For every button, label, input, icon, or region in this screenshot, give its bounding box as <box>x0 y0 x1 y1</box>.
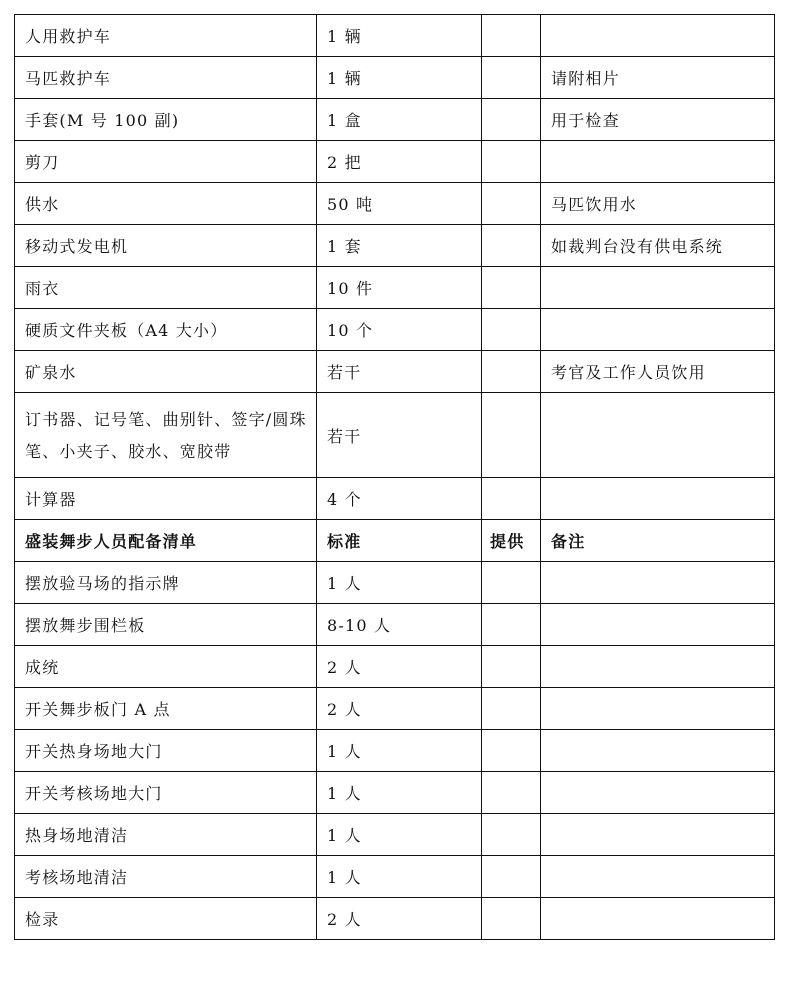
standard-cell: 1 人 <box>317 772 482 814</box>
standard-cell: 50 吨 <box>317 183 482 225</box>
provide-cell <box>482 393 541 478</box>
table-row <box>15 351 775 393</box>
note-cell <box>541 898 775 940</box>
item-cell: 热身场地清洁 <box>15 814 317 856</box>
provide-cell <box>482 99 541 141</box>
provide-cell <box>482 772 541 814</box>
item-cell: 成统 <box>15 646 317 688</box>
table-row <box>15 562 775 604</box>
provide-cell <box>482 898 541 940</box>
item-cell: 考核场地清洁 <box>15 856 317 898</box>
note-header: 备注 <box>541 520 775 562</box>
standard-cell: 1 套 <box>317 225 482 267</box>
standard-cell: 若干 <box>317 393 482 478</box>
item-cell: 人用救护车 <box>15 15 317 57</box>
standard-cell: 1 盒 <box>317 99 482 141</box>
note-cell <box>541 688 775 730</box>
provide-cell <box>482 478 541 520</box>
item-cell: 马匹救护车 <box>15 57 317 99</box>
provide-cell <box>482 604 541 646</box>
standard-cell: 10 件 <box>317 267 482 309</box>
table-row <box>15 15 775 57</box>
provide-cell <box>482 267 541 309</box>
item-cell: 供水 <box>15 183 317 225</box>
note-cell: 用于检查 <box>541 99 775 141</box>
note-cell: 如裁判台没有供电系统 <box>541 225 775 267</box>
note-cell <box>541 267 775 309</box>
provide-cell <box>482 562 541 604</box>
item-cell: 矿泉水 <box>15 351 317 393</box>
table-row <box>15 141 775 183</box>
table-row <box>15 898 775 940</box>
provide-cell <box>482 730 541 772</box>
note-cell <box>541 730 775 772</box>
item-cell: 摆放舞步围栏板 <box>15 604 317 646</box>
provide-cell <box>482 646 541 688</box>
provide-cell <box>482 856 541 898</box>
standard-cell: 4 个 <box>317 478 482 520</box>
standard-cell: 2 人 <box>317 688 482 730</box>
note-cell <box>541 646 775 688</box>
provide-cell <box>482 141 541 183</box>
note-cell <box>541 393 775 478</box>
standard-cell: 2 把 <box>317 141 482 183</box>
standard-cell: 8-10 人 <box>317 604 482 646</box>
provide-cell <box>482 57 541 99</box>
table-row <box>15 99 775 141</box>
item-cell: 开关考核场地大门 <box>15 772 317 814</box>
table-row <box>15 814 775 856</box>
standard-cell: 2 人 <box>317 646 482 688</box>
note-cell: 考官及工作人员饮用 <box>541 351 775 393</box>
table-row <box>15 772 775 814</box>
provide-cell <box>482 814 541 856</box>
table-row <box>15 604 775 646</box>
table-row <box>15 856 775 898</box>
section-header-row <box>15 520 775 562</box>
standard-cell: 1 人 <box>317 562 482 604</box>
standard-cell: 1 人 <box>317 814 482 856</box>
standard-cell: 2 人 <box>317 898 482 940</box>
note-cell <box>541 772 775 814</box>
note-cell <box>541 478 775 520</box>
item-cell: 计算器 <box>15 478 317 520</box>
item-cell: 摆放验马场的指示牌 <box>15 562 317 604</box>
standard-cell: 1 辆 <box>317 57 482 99</box>
table-row <box>15 183 775 225</box>
standard-header: 标准 <box>317 520 482 562</box>
note-cell: 马匹饮用水 <box>541 183 775 225</box>
provide-header: 提供 <box>482 520 541 562</box>
note-cell: 请附相片 <box>541 57 775 99</box>
table-row <box>15 57 775 99</box>
note-cell <box>541 141 775 183</box>
standard-cell: 1 人 <box>317 856 482 898</box>
table-row <box>15 309 775 351</box>
item-cell: 开关舞步板门 A 点 <box>15 688 317 730</box>
note-cell <box>541 814 775 856</box>
standard-cell: 1 辆 <box>317 15 482 57</box>
item-cell: 检录 <box>15 898 317 940</box>
provide-cell <box>482 225 541 267</box>
item-cell: 开关热身场地大门 <box>15 730 317 772</box>
item-cell: 移动式发电机 <box>15 225 317 267</box>
standard-cell: 10 个 <box>317 309 482 351</box>
note-cell <box>541 309 775 351</box>
table-row <box>15 646 775 688</box>
table-row <box>15 267 775 309</box>
standard-cell: 1 人 <box>317 730 482 772</box>
provide-cell <box>482 15 541 57</box>
provide-cell <box>482 183 541 225</box>
item-cell: 硬质文件夹板（A4 大小） <box>15 309 317 351</box>
item-cell: 剪刀 <box>15 141 317 183</box>
provide-cell <box>482 309 541 351</box>
table-row <box>15 730 775 772</box>
table-body <box>15 15 775 940</box>
provide-cell <box>482 688 541 730</box>
provide-cell <box>482 351 541 393</box>
section-title: 盛装舞步人员配备清单 <box>15 520 317 562</box>
note-cell <box>541 604 775 646</box>
note-cell <box>541 15 775 57</box>
item-cell: 雨衣 <box>15 267 317 309</box>
item-cell: 订书器、记号笔、曲别针、签字/圆珠笔、小夹子、胶水、宽胶带 <box>15 393 317 478</box>
item-cell: 手套(M 号 100 副) <box>15 99 317 141</box>
table-row <box>15 393 775 478</box>
table-row <box>15 225 775 267</box>
standard-cell: 若干 <box>317 351 482 393</box>
table-row <box>15 688 775 730</box>
table-row <box>15 478 775 520</box>
equipment-table <box>14 14 775 940</box>
note-cell <box>541 562 775 604</box>
note-cell <box>541 856 775 898</box>
